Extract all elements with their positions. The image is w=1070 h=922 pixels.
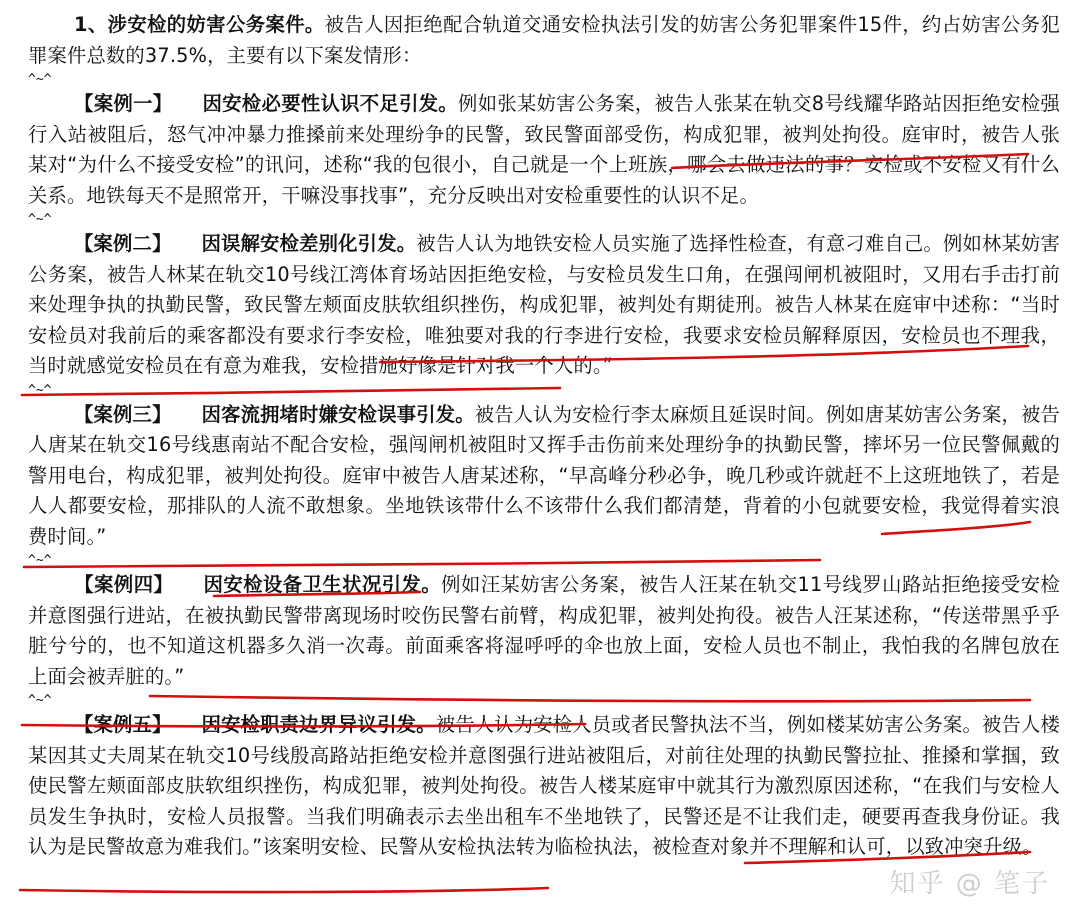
separator: ^~^ [28, 212, 52, 227]
section-title: 1、涉安检的妨害公务案件。 [74, 13, 325, 36]
case-heading: 因客流拥堵时嫌安检误事引发。 [201, 402, 475, 426]
section-intro [28, 10, 1060, 71]
case-heading: 因安检职责边界异议引发。 [201, 713, 436, 736]
case-4 [28, 570, 1060, 692]
case-heading: 因安检设备卫生状况引发。 [203, 573, 442, 596]
case-body: 例如张某妨害公务案，被告人张某在轨交8号线耀华路站因拒绝安检强行入站被阻后，怒气冲冲暴力推搡前来处理纷争的民警，致民警面部受伤，构成犯罪，被判处拘役。庭审时，被告人张某对“为什么不接受安检”的讯问，述称“我的包很小，自己就是一个上班族，哪会去做违法的事？安检或不安检又有什么关系。地铁每天不是照常开，干嘛没事找事”，充分反映出对安检重要性的认识不足。 [28, 92, 1061, 207]
separator: ^~^ [28, 72, 52, 87]
case-body: 被告人认为安检行李太麻烦且延误时间。例如唐某妨害公务案，被告人唐某在轨交16号线惠南站不配合安检，强闯闸机被阻时又挥手击伤前来处理纷争的执勤民警，摔坏另一位民警佩戴的警用电台，构成犯罪，被判处拘役。庭审中被告人唐某述称，“早高峰分秒必争，晚几秒或许就赶不上这班地铁了，若是人人都要安检，那排队的人流不敢想象。坐地铁该带什么不该带什么我们都清楚，背着的小包就要安检，我觉得着实浪费时间。” [28, 402, 1060, 548]
case-body: 被告人认为安检人员或者民警执法不当，例如楼某妨害公务案。被告人楼某因其丈夫周某在轨交10号线殷高路站拒绝安检并意图强行进站被阻后，对前往处理的执勤民警拉扯、推搡和掌掴，致使民警左颊面部皮肤软组织挫伤，构成犯罪，被判处拘役。被告人楼某庭审中就其行为激烈原因述称，“在我们与安检人员发生争执时，安检人员报警。当我们明确表示去坐出租车不坐地铁了，民警还是不让我们走，硬要再查我身份证。我认为是民警故意为难我们。”该案明安检、民警从安检执法转为临检执法，被检查对象并不理解和认可，以致冲突升级。 [28, 713, 1060, 858]
case-label: 【案例二】 [74, 232, 172, 255]
section-intro-text: 被告人因拒绝配合轨道交通安检执法引发的妨害公务犯罪案件15件，约占妨害公务犯罪案件总数的37.5%，主要有以下案发情形： [28, 13, 1060, 67]
separator: ^~^ [28, 693, 52, 708]
case-label: 【案例五】 [74, 713, 172, 736]
case-5 [28, 710, 1060, 863]
case-2 [28, 229, 1060, 382]
case-label: 【案例三】 [74, 402, 172, 426]
separator: ^~^ [28, 382, 52, 398]
case-label: 【案例四】 [74, 573, 174, 596]
case-label: 【案例一】 [74, 92, 173, 115]
case-heading: 因误解安检差别化引发。 [201, 232, 417, 255]
watermark: 知乎 @ 笔子 [889, 869, 1050, 899]
case-3 [28, 400, 1060, 553]
case-body: 被告人认为地铁安检人员实施了选择性检查，有意刁难自己。例如林某妨害公务案，被告人林某在轨交10号线江湾体育场站因拒绝安检，与安检员发生口角，在强闯闸机被阻时，又用右手击打前来处理争执的执勤民警，致民警左颊面皮肤软组织挫伤，构成犯罪，被判处有期徒刑。被告人林某在庭审中述称：“当时安检员对我前后的乘客都没有要求行李安检，唯独要对我的行李进行安检，我要求安检员解释原因，安检员也不理我，当时就感觉安检员在有意为难我，安检措施好像是针对我一个人的。” [28, 232, 1060, 377]
separator: ^~^ [28, 553, 52, 568]
case-1 [28, 89, 1060, 211]
case-heading: 因安检必要性认识不足引发。 [202, 92, 459, 115]
case-body: 例如汪某妨害公务案，被告人汪某在轨交11号线罗山路站拒绝接受安检并意图强行进站，在被执勤民警带离现场时咬伤民警右前臂，构成犯罪，被判处拘役。被告人汪某述称，“传送带黑乎乎脏兮兮的，也不知道这机器多久消一次毒。前面乘客将湿呼呼的伞也放上面，安检人员也不制止，我怕我的名牌包放在上面会被弄脏的。” [28, 573, 1060, 688]
